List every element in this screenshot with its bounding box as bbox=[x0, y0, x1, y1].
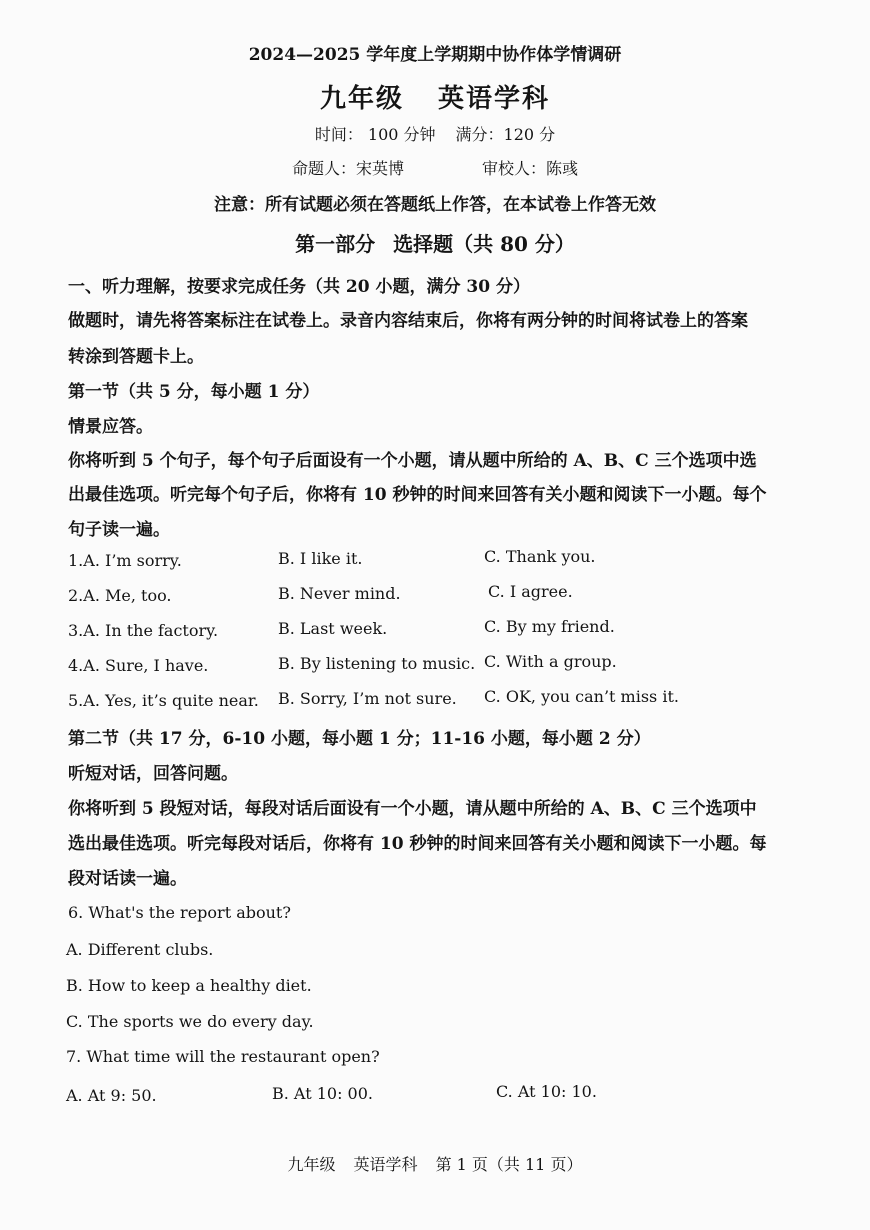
part2-desc-3: 段对话读一遍。 bbox=[68, 869, 187, 889]
part-title bbox=[0, 228, 870, 257]
q3-option-b: B. Last week. bbox=[278, 619, 388, 638]
part1-heading: 第一节（共 5 分，每小题 1 分） bbox=[68, 382, 320, 402]
q1-option-a: 1.A. I’m sorry. bbox=[68, 551, 182, 570]
part2-desc-1: 你将听到 5 段短对话，每段对话后面设有一个小题，请从题中所给的 A、B、C 三个选项中 bbox=[68, 799, 757, 819]
q5-option-c: C. OK, you can’t miss it. bbox=[484, 687, 679, 706]
q7-option-b: B. At 10: 00. bbox=[272, 1084, 373, 1103]
part2-task: 听短对话，回答问题。 bbox=[68, 764, 238, 784]
q6-option-b: B. How to keep a healthy diet. bbox=[66, 976, 312, 995]
section-heading: 一、听力理解，按要求完成任务（共 20 小题，满分 30 分） bbox=[68, 277, 530, 297]
grade-label: 九年级 bbox=[319, 84, 404, 114]
q7-option-a: A. At 9: 50. bbox=[66, 1086, 157, 1105]
q3-option-a: 3.A. In the factory. bbox=[68, 621, 219, 640]
part1-task: 情景应答。 bbox=[68, 417, 153, 437]
q1-option-c: C. Thank you. bbox=[484, 547, 596, 566]
q4-option-a: 4.A. Sure, I have. bbox=[68, 656, 209, 675]
time-limit: 时间： 100 分钟 bbox=[314, 125, 436, 144]
part2-heading: 第二节（共 17 分，6-10 小题，每小题 1 分；11-16 小题，每小题 2 分） bbox=[68, 729, 651, 749]
part-title-b: 选择题（共 80 分） bbox=[393, 232, 575, 256]
q2-option-a: 2.A. Me, too. bbox=[68, 586, 172, 605]
author-info bbox=[0, 156, 870, 179]
page-number: 第 1 页（共 11 页） bbox=[435, 1155, 583, 1174]
q4-option-c: C. With a group. bbox=[484, 652, 617, 671]
q2-option-b: B. Never mind. bbox=[278, 584, 401, 603]
notice: 注意：所有试题必须在答题纸上作答，在本试卷上作答无效 bbox=[214, 195, 656, 215]
author: 命题人：宋英博 bbox=[291, 159, 404, 178]
section-intro-2: 转涂到答题卡上。 bbox=[68, 347, 204, 367]
q6-option-c: C. The sports we do every day. bbox=[66, 1012, 314, 1031]
q6-stem: 6. What's the report about? bbox=[68, 903, 291, 922]
reviewer: 审校人：陈彧 bbox=[482, 159, 579, 178]
q3-option-c: C. By my friend. bbox=[484, 617, 615, 636]
part2-desc-2: 选出最佳选项。听完每段对话后，你将有 10 秒钟的时间来回答有关小题和阅读下一小题。每 bbox=[68, 834, 767, 854]
q4-option-b: B. By listening to music. bbox=[278, 654, 476, 673]
section-intro-1: 做题时，请先将答案标注在试卷上。录音内容结束后，你将有两分钟的时间将试卷上的答案 bbox=[68, 311, 748, 331]
subject-title bbox=[0, 78, 870, 115]
page-footer bbox=[0, 1152, 870, 1175]
q2-option-c: C. I agree. bbox=[488, 582, 573, 601]
q7-stem: 7. What time will the restaurant open? bbox=[66, 1047, 380, 1066]
subject-label: 英语学科 bbox=[438, 84, 551, 114]
q5-option-b: B. Sorry, I’m not sure. bbox=[278, 689, 457, 708]
time-info bbox=[0, 122, 870, 145]
part1-desc-1: 你将听到 5 个句子，每个句子后面设有一个小题，请从题中所给的 A、B、C 三个选项中选 bbox=[68, 451, 757, 471]
q1-option-b: B. I like it. bbox=[278, 549, 363, 568]
footer-grade: 九年级 bbox=[287, 1155, 336, 1174]
exam-title: 2024—2025 学年度上学期期中协作体学情调研 bbox=[248, 45, 622, 65]
q7-option-c: C. At 10: 10. bbox=[496, 1082, 597, 1101]
full-score: 满分：120 分 bbox=[455, 125, 556, 144]
q6-option-a: A. Different clubs. bbox=[66, 940, 214, 959]
part-title-a: 第一部分 bbox=[295, 232, 376, 256]
q5-option-a: 5.A. Yes, it’s quite near. bbox=[68, 691, 259, 710]
part1-desc-3: 句子读一遍。 bbox=[68, 520, 170, 540]
part1-desc-2: 出最佳选项。听完每个句子后，你将有 10 秒钟的时间来回答有关小题和阅读下一小题。每个 bbox=[68, 485, 767, 505]
footer-subject: 英语学科 bbox=[353, 1155, 418, 1174]
